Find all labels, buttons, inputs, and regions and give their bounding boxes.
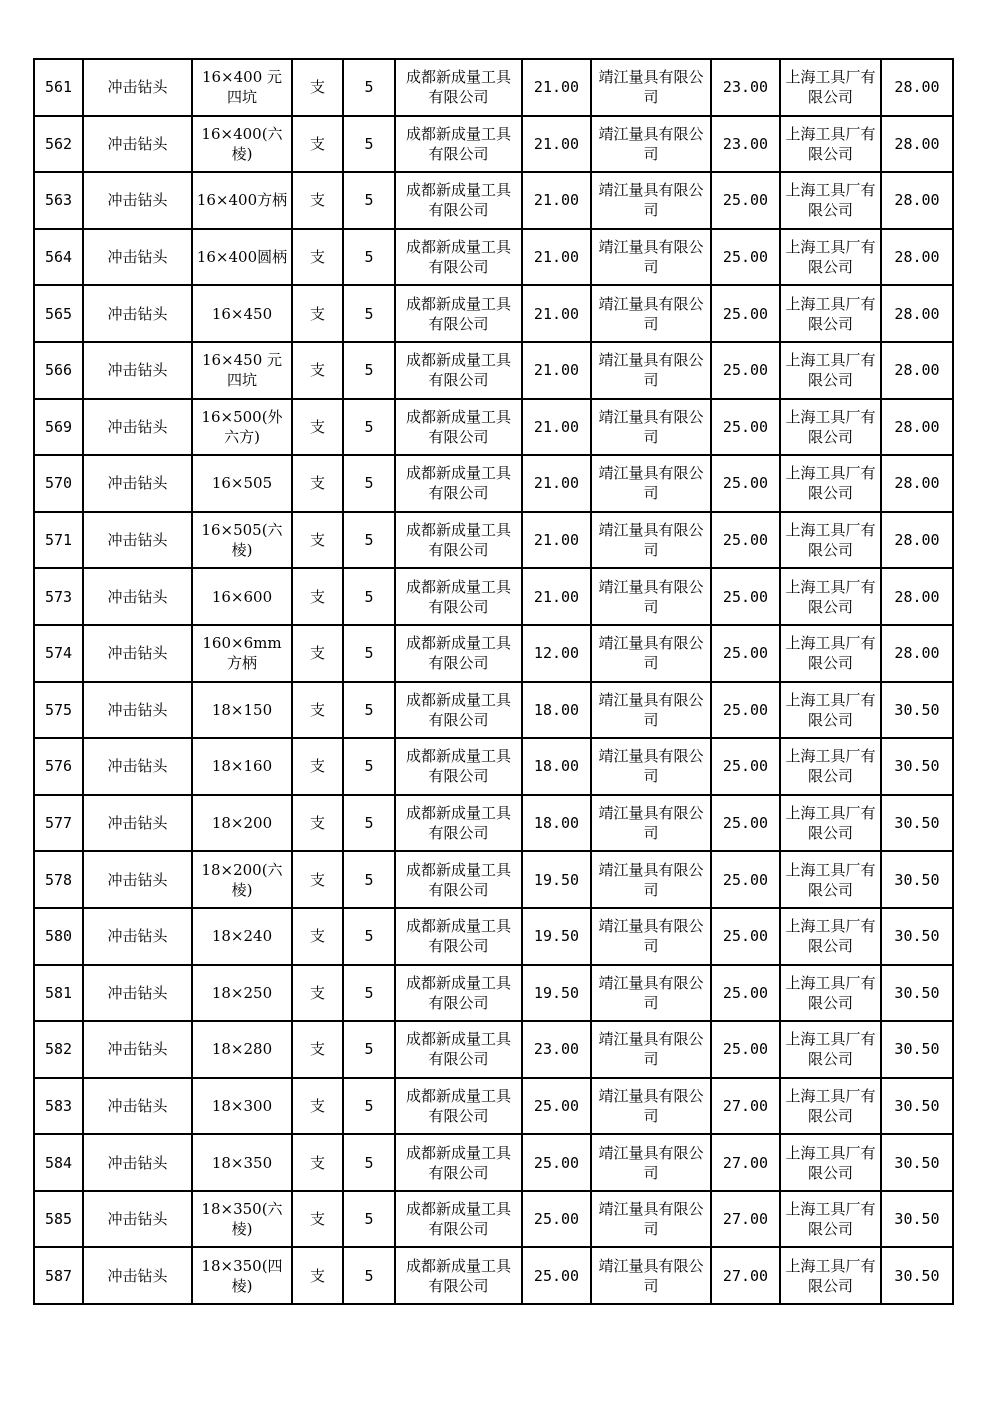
unit: 支 [292,795,343,852]
supplier-2: 靖江量具有限公司 [591,1247,711,1304]
unit: 支 [292,1191,343,1248]
price-1: 23.00 [522,1021,591,1078]
supplier-1: 成都新成量工具有限公司 [395,795,522,852]
price-2: 25.00 [711,229,780,286]
table-body [34,59,953,1304]
table-row [34,625,953,682]
table-row [34,116,953,173]
row-id: 575 [34,682,83,739]
supplier-1: 成都新成量工具有限公司 [395,908,522,965]
price-1: 25.00 [522,1078,591,1135]
row-id: 569 [34,399,83,456]
price-2: 27.00 [711,1078,780,1135]
unit: 支 [292,908,343,965]
price-1: 19.50 [522,851,591,908]
unit: 支 [292,455,343,512]
unit: 支 [292,1134,343,1191]
quantity: 5 [343,1247,395,1304]
supplier-1: 成都新成量工具有限公司 [395,116,522,173]
supplier-3: 上海工具厂有限公司 [780,342,881,399]
product-spec: 18×200(六棱) [192,851,292,908]
quantity: 5 [343,568,395,625]
quantity: 5 [343,1021,395,1078]
supplier-3: 上海工具厂有限公司 [780,682,881,739]
product-spec: 16×505 [192,455,292,512]
product-name: 冲击钻头 [83,795,192,852]
product-spec: 160×6mm 方柄 [192,625,292,682]
row-id: 566 [34,342,83,399]
quantity: 5 [343,795,395,852]
table-row [34,965,953,1022]
price-2: 25.00 [711,682,780,739]
unit: 支 [292,682,343,739]
price-3: 30.50 [881,738,953,795]
quantity: 5 [343,908,395,965]
unit: 支 [292,512,343,569]
price-1: 18.00 [522,682,591,739]
row-id: 573 [34,568,83,625]
row-id: 564 [34,229,83,286]
price-1: 18.00 [522,795,591,852]
price-2: 25.00 [711,795,780,852]
supplier-1: 成都新成量工具有限公司 [395,59,522,116]
product-name: 冲击钻头 [83,116,192,173]
supplier-2: 靖江量具有限公司 [591,908,711,965]
price-1: 19.50 [522,908,591,965]
supplier-3: 上海工具厂有限公司 [780,965,881,1022]
supplier-1: 成都新成量工具有限公司 [395,568,522,625]
row-id: 563 [34,172,83,229]
price-comparison-table [33,58,954,1305]
price-1: 21.00 [522,342,591,399]
price-2: 25.00 [711,455,780,512]
product-spec: 16×505(六棱) [192,512,292,569]
supplier-1: 成都新成量工具有限公司 [395,625,522,682]
price-2: 25.00 [711,851,780,908]
price-3: 30.50 [881,1078,953,1135]
product-name: 冲击钻头 [83,229,192,286]
supplier-2: 靖江量具有限公司 [591,682,711,739]
product-name: 冲击钻头 [83,625,192,682]
price-2: 23.00 [711,116,780,173]
price-2: 25.00 [711,1021,780,1078]
supplier-2: 靖江量具有限公司 [591,965,711,1022]
quantity: 5 [343,851,395,908]
price-3: 28.00 [881,116,953,173]
supplier-3: 上海工具厂有限公司 [780,455,881,512]
price-2: 27.00 [711,1134,780,1191]
row-id: 583 [34,1078,83,1135]
row-id: 576 [34,738,83,795]
row-id: 578 [34,851,83,908]
quantity: 5 [343,399,395,456]
supplier-1: 成都新成量工具有限公司 [395,1134,522,1191]
supplier-1: 成都新成量工具有限公司 [395,1247,522,1304]
quantity: 5 [343,342,395,399]
unit: 支 [292,965,343,1022]
supplier-2: 靖江量具有限公司 [591,342,711,399]
supplier-1: 成都新成量工具有限公司 [395,342,522,399]
unit: 支 [292,738,343,795]
unit: 支 [292,1078,343,1135]
unit: 支 [292,851,343,908]
quantity: 5 [343,229,395,286]
supplier-3: 上海工具厂有限公司 [780,908,881,965]
row-id: 585 [34,1191,83,1248]
unit: 支 [292,399,343,456]
unit: 支 [292,1021,343,1078]
price-3: 28.00 [881,625,953,682]
quantity: 5 [343,116,395,173]
table-row [34,342,953,399]
price-2: 25.00 [711,738,780,795]
row-id: 584 [34,1134,83,1191]
supplier-2: 靖江量具有限公司 [591,625,711,682]
supplier-3: 上海工具厂有限公司 [780,568,881,625]
row-id: 577 [34,795,83,852]
table-row [34,512,953,569]
supplier-3: 上海工具厂有限公司 [780,625,881,682]
product-name: 冲击钻头 [83,285,192,342]
supplier-1: 成都新成量工具有限公司 [395,1191,522,1248]
price-2: 27.00 [711,1191,780,1248]
product-name: 冲击钻头 [83,908,192,965]
supplier-1: 成都新成量工具有限公司 [395,455,522,512]
supplier-3: 上海工具厂有限公司 [780,1247,881,1304]
supplier-2: 靖江量具有限公司 [591,455,711,512]
row-id: 571 [34,512,83,569]
supplier-1: 成都新成量工具有限公司 [395,1078,522,1135]
supplier-2: 靖江量具有限公司 [591,738,711,795]
table-row [34,738,953,795]
price-1: 18.00 [522,738,591,795]
supplier-2: 靖江量具有限公司 [591,229,711,286]
supplier-2: 靖江量具有限公司 [591,116,711,173]
quantity: 5 [343,455,395,512]
supplier-3: 上海工具厂有限公司 [780,1021,881,1078]
table-row [34,1247,953,1304]
supplier-3: 上海工具厂有限公司 [780,1078,881,1135]
unit: 支 [292,568,343,625]
supplier-1: 成都新成量工具有限公司 [395,512,522,569]
supplier-3: 上海工具厂有限公司 [780,172,881,229]
supplier-2: 靖江量具有限公司 [591,59,711,116]
table-row [34,229,953,286]
price-2: 27.00 [711,1247,780,1304]
price-2: 25.00 [711,342,780,399]
product-spec: 16×500(外六方) [192,399,292,456]
supplier-3: 上海工具厂有限公司 [780,116,881,173]
supplier-1: 成都新成量工具有限公司 [395,1021,522,1078]
supplier-2: 靖江量具有限公司 [591,795,711,852]
product-name: 冲击钻头 [83,455,192,512]
price-3: 28.00 [881,59,953,116]
table-row [34,1191,953,1248]
unit: 支 [292,625,343,682]
price-3: 28.00 [881,568,953,625]
product-name: 冲击钻头 [83,1021,192,1078]
product-spec: 16×450 元四坑 [192,342,292,399]
unit: 支 [292,285,343,342]
price-3: 28.00 [881,399,953,456]
supplier-1: 成都新成量工具有限公司 [395,399,522,456]
price-3: 30.50 [881,1247,953,1304]
table-row [34,455,953,512]
supplier-3: 上海工具厂有限公司 [780,1134,881,1191]
table-row [34,1134,953,1191]
supplier-1: 成都新成量工具有限公司 [395,682,522,739]
quantity: 5 [343,682,395,739]
row-id: 565 [34,285,83,342]
product-spec: 18×160 [192,738,292,795]
price-3: 30.50 [881,682,953,739]
price-3: 30.50 [881,795,953,852]
price-3: 30.50 [881,851,953,908]
supplier-3: 上海工具厂有限公司 [780,229,881,286]
unit: 支 [292,172,343,229]
product-spec: 18×350(六棱) [192,1191,292,1248]
supplier-2: 靖江量具有限公司 [591,1134,711,1191]
product-name: 冲击钻头 [83,738,192,795]
price-1: 21.00 [522,59,591,116]
supplier-1: 成都新成量工具有限公司 [395,172,522,229]
price-3: 28.00 [881,342,953,399]
price-3: 30.50 [881,1191,953,1248]
product-name: 冲击钻头 [83,965,192,1022]
product-name: 冲击钻头 [83,1078,192,1135]
table-row [34,1021,953,1078]
price-3: 28.00 [881,172,953,229]
unit: 支 [292,1247,343,1304]
price-2: 25.00 [711,399,780,456]
product-name: 冲击钻头 [83,1247,192,1304]
supplier-1: 成都新成量工具有限公司 [395,285,522,342]
price-3: 28.00 [881,229,953,286]
supplier-3: 上海工具厂有限公司 [780,399,881,456]
product-spec: 18×280 [192,1021,292,1078]
quantity: 5 [343,1191,395,1248]
quantity: 5 [343,512,395,569]
row-id: 562 [34,116,83,173]
table-row [34,682,953,739]
unit: 支 [292,229,343,286]
supplier-3: 上海工具厂有限公司 [780,851,881,908]
product-spec: 16×600 [192,568,292,625]
supplier-3: 上海工具厂有限公司 [780,285,881,342]
price-2: 25.00 [711,625,780,682]
price-1: 19.50 [522,965,591,1022]
price-1: 21.00 [522,285,591,342]
table-row [34,795,953,852]
price-1: 21.00 [522,399,591,456]
price-1: 25.00 [522,1191,591,1248]
supplier-3: 上海工具厂有限公司 [780,795,881,852]
supplier-2: 靖江量具有限公司 [591,172,711,229]
product-spec: 18×250 [192,965,292,1022]
row-id: 574 [34,625,83,682]
supplier-1: 成都新成量工具有限公司 [395,965,522,1022]
unit: 支 [292,59,343,116]
supplier-3: 上海工具厂有限公司 [780,738,881,795]
price-1: 12.00 [522,625,591,682]
price-2: 25.00 [711,512,780,569]
quantity: 5 [343,1134,395,1191]
price-2: 25.00 [711,568,780,625]
supplier-2: 靖江量具有限公司 [591,1021,711,1078]
supplier-2: 靖江量具有限公司 [591,568,711,625]
product-spec: 16×400 元四坑 [192,59,292,116]
supplier-2: 靖江量具有限公司 [591,1191,711,1248]
price-3: 30.50 [881,908,953,965]
supplier-2: 靖江量具有限公司 [591,851,711,908]
quantity: 5 [343,59,395,116]
quantity: 5 [343,172,395,229]
product-name: 冲击钻头 [83,342,192,399]
price-3: 30.50 [881,965,953,1022]
quantity: 5 [343,625,395,682]
product-spec: 16×450 [192,285,292,342]
product-spec: 18×300 [192,1078,292,1135]
row-id: 587 [34,1247,83,1304]
supplier-3: 上海工具厂有限公司 [780,1191,881,1248]
product-spec: 16×400圆柄 [192,229,292,286]
table-row [34,851,953,908]
product-spec: 16×400(六棱) [192,116,292,173]
product-name: 冲击钻头 [83,1134,192,1191]
supplier-2: 靖江量具有限公司 [591,285,711,342]
product-spec: 16×400方柄 [192,172,292,229]
product-name: 冲击钻头 [83,682,192,739]
price-1: 21.00 [522,568,591,625]
row-id: 570 [34,455,83,512]
table-row [34,908,953,965]
product-spec: 18×240 [192,908,292,965]
supplier-3: 上海工具厂有限公司 [780,512,881,569]
table-row [34,285,953,342]
unit: 支 [292,342,343,399]
unit: 支 [292,116,343,173]
table-row [34,1078,953,1135]
price-3: 30.50 [881,1021,953,1078]
product-name: 冲击钻头 [83,59,192,116]
price-2: 25.00 [711,285,780,342]
price-3: 28.00 [881,512,953,569]
table-row [34,59,953,116]
price-3: 30.50 [881,1134,953,1191]
product-spec: 18×150 [192,682,292,739]
price-1: 21.00 [522,116,591,173]
row-id: 582 [34,1021,83,1078]
supplier-2: 靖江量具有限公司 [591,1078,711,1135]
price-1: 21.00 [522,512,591,569]
supplier-1: 成都新成量工具有限公司 [395,229,522,286]
product-name: 冲击钻头 [83,851,192,908]
supplier-3: 上海工具厂有限公司 [780,59,881,116]
table-row [34,172,953,229]
supplier-2: 靖江量具有限公司 [591,399,711,456]
product-name: 冲击钻头 [83,568,192,625]
table-row [34,399,953,456]
product-name: 冲击钻头 [83,1191,192,1248]
quantity: 5 [343,965,395,1022]
price-1: 21.00 [522,229,591,286]
supplier-1: 成都新成量工具有限公司 [395,851,522,908]
price-2: 25.00 [711,172,780,229]
product-name: 冲击钻头 [83,512,192,569]
product-name: 冲击钻头 [83,399,192,456]
quantity: 5 [343,1078,395,1135]
product-spec: 18×350 [192,1134,292,1191]
row-id: 580 [34,908,83,965]
price-2: 25.00 [711,965,780,1022]
supplier-1: 成都新成量工具有限公司 [395,738,522,795]
quantity: 5 [343,738,395,795]
quantity: 5 [343,285,395,342]
price-2: 25.00 [711,908,780,965]
product-name: 冲击钻头 [83,172,192,229]
price-1: 21.00 [522,172,591,229]
product-spec: 18×200 [192,795,292,852]
row-id: 561 [34,59,83,116]
table-row [34,568,953,625]
price-1: 25.00 [522,1134,591,1191]
price-3: 28.00 [881,455,953,512]
row-id: 581 [34,965,83,1022]
price-1: 25.00 [522,1247,591,1304]
price-2: 23.00 [711,59,780,116]
product-spec: 18×350(四棱) [192,1247,292,1304]
supplier-2: 靖江量具有限公司 [591,512,711,569]
price-1: 21.00 [522,455,591,512]
price-3: 28.00 [881,285,953,342]
